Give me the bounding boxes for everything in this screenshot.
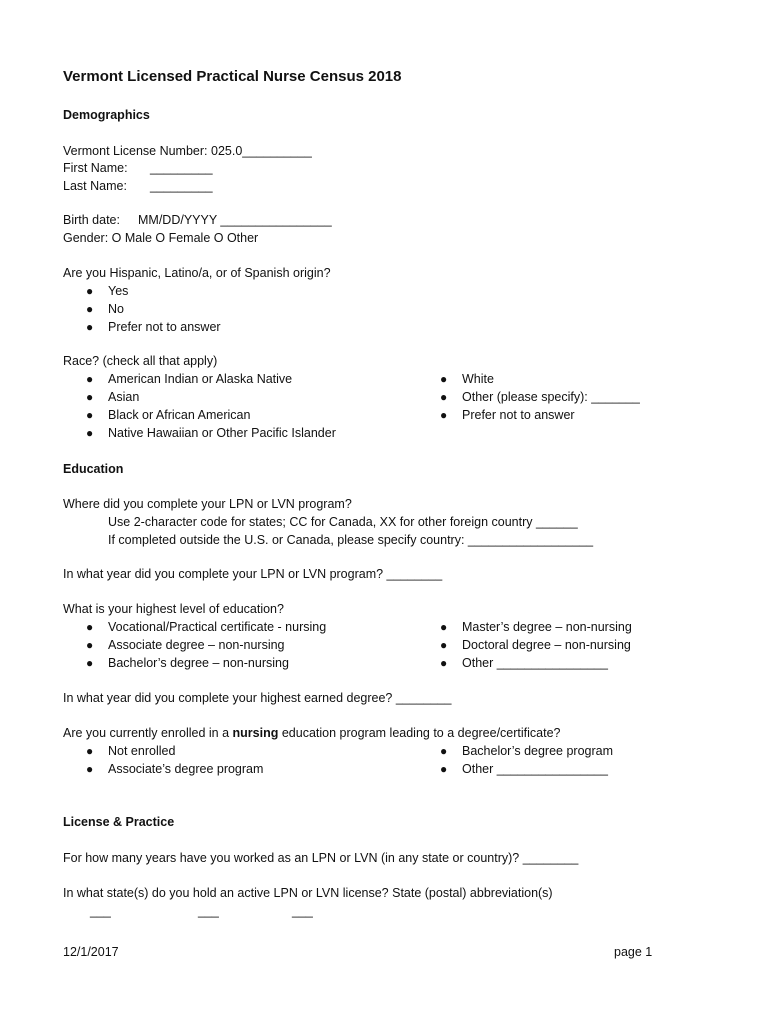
footer-page-number: page 1 xyxy=(614,945,653,959)
bullet-icon: ● xyxy=(86,320,94,334)
list-item[interactable]: ● Bachelor’s degree program xyxy=(440,744,614,758)
bullet-icon: ● xyxy=(86,656,94,670)
list-item[interactable]: ● Master’s degree – non-nursing xyxy=(440,620,632,634)
list-item[interactable]: ● Not enrolled xyxy=(86,744,176,758)
program-location-instruction-code[interactable]: Use 2-character code for states; CC for Canada, XX for other foreign country ______ xyxy=(108,515,578,529)
list-item[interactable]: ● American Indian or Alaska Native xyxy=(86,372,293,386)
bullet-icon: ● xyxy=(86,744,94,758)
bullet-icon: ● xyxy=(440,620,448,634)
bullet-icon: ● xyxy=(86,302,94,316)
bullet-icon: ● xyxy=(86,408,94,422)
list-item[interactable]: ● Other (please specify): _______ xyxy=(440,390,640,404)
list-item[interactable]: ● Other ________________ xyxy=(440,656,608,670)
list-item[interactable]: ● Associate’s degree program xyxy=(86,762,264,776)
list-item[interactable]: ● Doctoral degree – non-nursing xyxy=(440,638,631,652)
state-blank-1[interactable]: ___ xyxy=(90,904,111,918)
highest-education-question: What is your highest level of education? xyxy=(63,602,284,616)
bullet-icon: ● xyxy=(440,744,448,758)
program-location-question: Where did you complete your LPN or LVN program? xyxy=(63,497,352,511)
section-heading-demographics: Demographics xyxy=(63,108,150,122)
bullet-icon: ● xyxy=(86,284,94,298)
bullet-icon: ● xyxy=(86,620,94,634)
first-name-field[interactable]: _________ xyxy=(150,161,213,175)
list-item[interactable]: ● Vocational/Practical certificate - nursing xyxy=(86,620,327,634)
hispanic-question: Are you Hispanic, Latino/a, or of Spanish origin? xyxy=(63,266,331,280)
section-heading-license: License & Practice xyxy=(63,815,175,829)
birth-date-field[interactable]: MM/DD/YYYY ________________ xyxy=(138,213,332,227)
license-number-field[interactable]: Vermont License Number: 025.0__________ xyxy=(63,144,312,158)
bullet-icon: ● xyxy=(440,638,448,652)
footer-date: 12/1/2017 xyxy=(63,945,119,959)
section-heading-education: Education xyxy=(63,462,124,476)
list-item[interactable]: ● No xyxy=(86,302,124,316)
page-title: Vermont Licensed Practical Nurse Census 2018 xyxy=(63,68,402,85)
program-location-instruction-country[interactable]: If completed outside the U.S. or Canada, please specify country: __________________ xyxy=(108,533,594,547)
state-blank-2[interactable]: ___ xyxy=(198,904,219,918)
last-name-label: Last Name: xyxy=(63,179,127,193)
list-item[interactable]: ● Black or African American xyxy=(86,408,251,422)
list-item[interactable]: ● Asian xyxy=(86,390,140,404)
list-item[interactable]: ● Native Hawaiian or Other Pacific Islander xyxy=(86,426,336,440)
bullet-icon: ● xyxy=(440,656,448,670)
list-item[interactable]: ● Yes xyxy=(86,284,129,298)
enrolled-question: Are you currently enrolled in a nursing education program leading to a degree/certificate? xyxy=(63,726,561,740)
list-item[interactable]: ● Bachelor’s degree – non-nursing xyxy=(86,656,289,670)
first-name-label: First Name: xyxy=(63,161,128,175)
list-item[interactable]: ● Associate degree – non-nursing xyxy=(86,638,285,652)
list-item[interactable]: ● Prefer not to answer xyxy=(86,320,221,334)
bullet-icon: ● xyxy=(440,408,448,422)
bullet-icon: ● xyxy=(86,390,94,404)
birth-date-label: Birth date: xyxy=(63,213,120,227)
highest-degree-year-question[interactable]: In what year did you complete your highest earned degree? ________ xyxy=(63,691,452,705)
program-year-question[interactable]: In what year did you complete your LPN or LVN program? ________ xyxy=(63,567,443,581)
race-question: Race? (check all that apply) xyxy=(63,354,218,368)
list-item[interactable]: ● White xyxy=(440,372,494,386)
bullet-icon: ● xyxy=(440,390,448,404)
list-item[interactable]: ● Prefer not to answer xyxy=(440,408,575,422)
bullet-icon: ● xyxy=(86,372,94,386)
gender-options[interactable]: Gender: O Male O Female O Other xyxy=(63,231,259,245)
years-worked-question[interactable]: For how many years have you worked as an LPN or LVN (in any state or country)? ________ xyxy=(63,851,579,865)
bullet-icon: ● xyxy=(86,638,94,652)
enrolled-question-emphasis: nursing xyxy=(232,726,279,740)
bullet-icon: ● xyxy=(86,762,94,776)
bullet-icon: ● xyxy=(440,372,448,386)
bullet-icon: ● xyxy=(440,762,448,776)
active-license-question: In what state(s) do you hold an active LPN or LVN license? State (postal) abbreviation(s) xyxy=(63,886,553,900)
state-blank-3[interactable]: ___ xyxy=(292,904,313,918)
list-item[interactable]: ● Other ________________ xyxy=(440,762,608,776)
last-name-field[interactable]: _________ xyxy=(150,179,213,193)
bullet-icon: ● xyxy=(86,426,94,440)
